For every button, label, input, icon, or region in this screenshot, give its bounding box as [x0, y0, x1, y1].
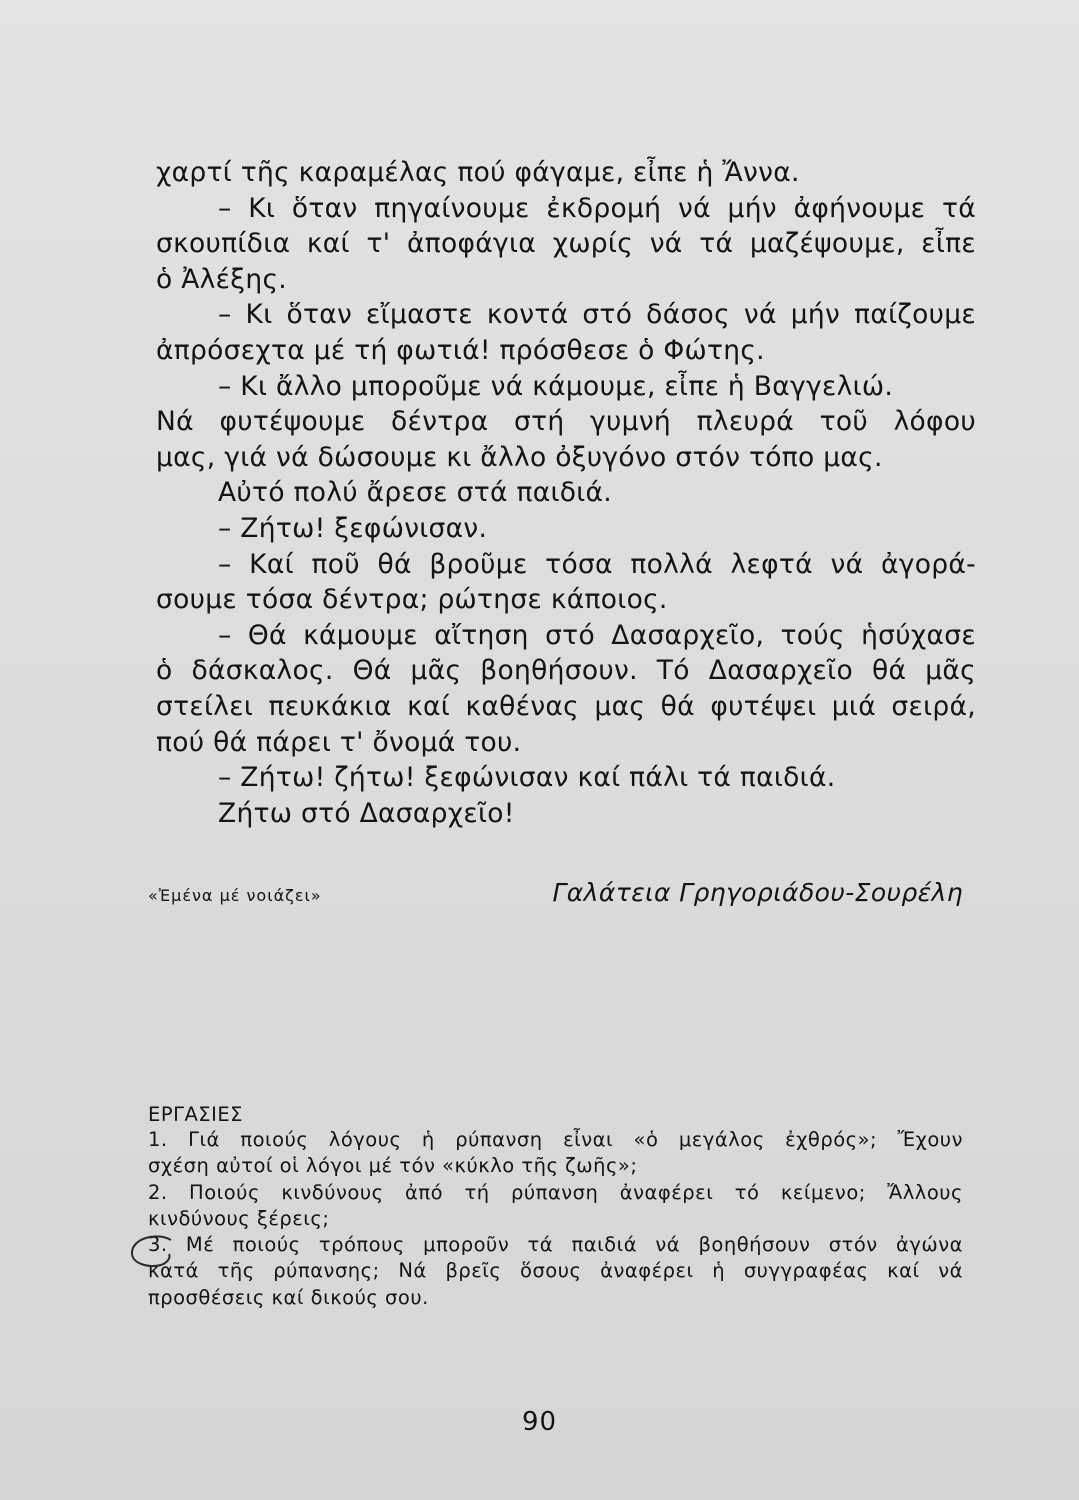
story-text [156, 155, 976, 831]
text-line: ὁ Ἀλέξης. [156, 263, 288, 295]
text-line: πού θά πάρει τ' ὄνομά του. [156, 726, 522, 758]
source-author: Γαλάτεια Γρηγοριάδου-Σουρέλη [552, 878, 963, 907]
exercise-line: κινδύνους ξέρεις; [148, 1206, 330, 1230]
exercise-line: 1. Γιά ποιούς λόγους ἡ ρύπανση εἶναι «ὁ μεγάλος ἐχθρός»; Ἔχουν [148, 1128, 963, 1151]
text-line: Νά φυτέψουμε δέντρα στή γυμνή πλευρά τοῦ λόφου [156, 406, 976, 438]
exercise-line: προσθέσεις καί δικούς σου. [148, 1285, 429, 1309]
text-line: – Κι ὅταν πηγαίνουμε ἐκδρομή νά μήν ἀφήνουμε τά [218, 192, 976, 224]
text-line: σουμε τόσα δέντρα; ρώτησε κάποιος. [156, 584, 668, 616]
text-line: – Καί ποῦ θά βροῦμε τόσα πολλά λεφτά νά ἀγορά- [218, 548, 976, 580]
exercises-heading: ΕΡΓΑΣΙΕΣ [148, 1103, 243, 1126]
text-line: Ζήτω στό Δασαρχεῖο! [218, 797, 515, 829]
source-citation [148, 878, 963, 907]
text-line: – Θά κάμουμε αἴτηση στό Δασαρχεῖο, τούς ἡσύχασε [218, 619, 976, 651]
exercise-line: 3. Μέ ποιούς τρόπους μποροῦν τά παιδιά νά βοηθήσουν στόν ἀγώνα [148, 1233, 963, 1257]
text-line: μας, γιά νά δώσουμε κι ἄλλο ὀξυγόνο στόν τόπο μας. [156, 441, 883, 473]
text-line: – Κι ὅταν εἴμαστε κοντά στό δάσος νά μήν παίζουμε [218, 299, 976, 331]
text-line: Αὐτό πολύ ἄρεσε στά παιδιά. [218, 477, 613, 509]
text-line: στείλει πευκάκια καί καθένας μας θά φυτέψει μιά σειρά, [156, 690, 976, 722]
text-line: – Κι ἄλλο μποροῦμε νά κάμουμε, εἶπε ἡ Βαγγελιώ. [218, 370, 894, 402]
text-line: – Ζήτω! ζήτω! ξεφώνισαν καί πάλι τά παιδιά. [218, 762, 836, 794]
exercise-line: 2. Ποιούς κινδύνους ἀπό τή ρύπανση ἀναφέρει τό κείμενο; Ἄλλους [148, 1180, 963, 1204]
exercise-line: κατά τῆς ρύπανσης; Νά βρεῖς ὅσους ἀναφέρει ἡ συγγραφέας καί νά [148, 1259, 963, 1283]
exercise-line: σχέση αὐτοί οἱ λόγοι μέ τόν «κύκλο τῆς ζωῆς»; [148, 1154, 638, 1178]
text-line: σκουπίδια καί τ' ἀποφάγια χωρίς νά τά μαζέψουμε, εἶπε [156, 228, 976, 260]
text-line: ἀπρόσεχτα μέ τή φωτιά! πρόσθεσε ὁ Φώτης. [156, 334, 765, 366]
page-number: 90 [521, 1407, 558, 1437]
text-line: – Ζήτω! ξεφώνισαν. [218, 512, 488, 544]
text-line: ὁ δάσκαλος. Θά μᾶς βοηθήσουν. Τό Δασαρχεῖο θά μᾶς [156, 655, 976, 687]
source-title: «Ἐμένα μέ νοιάζει» [148, 886, 322, 905]
exercises-section [148, 1102, 963, 1311]
text-line: χαρτί τῆς καραμέλας πού φάγαμε, εἶπε ἡ Ἄννα. [156, 157, 800, 188]
